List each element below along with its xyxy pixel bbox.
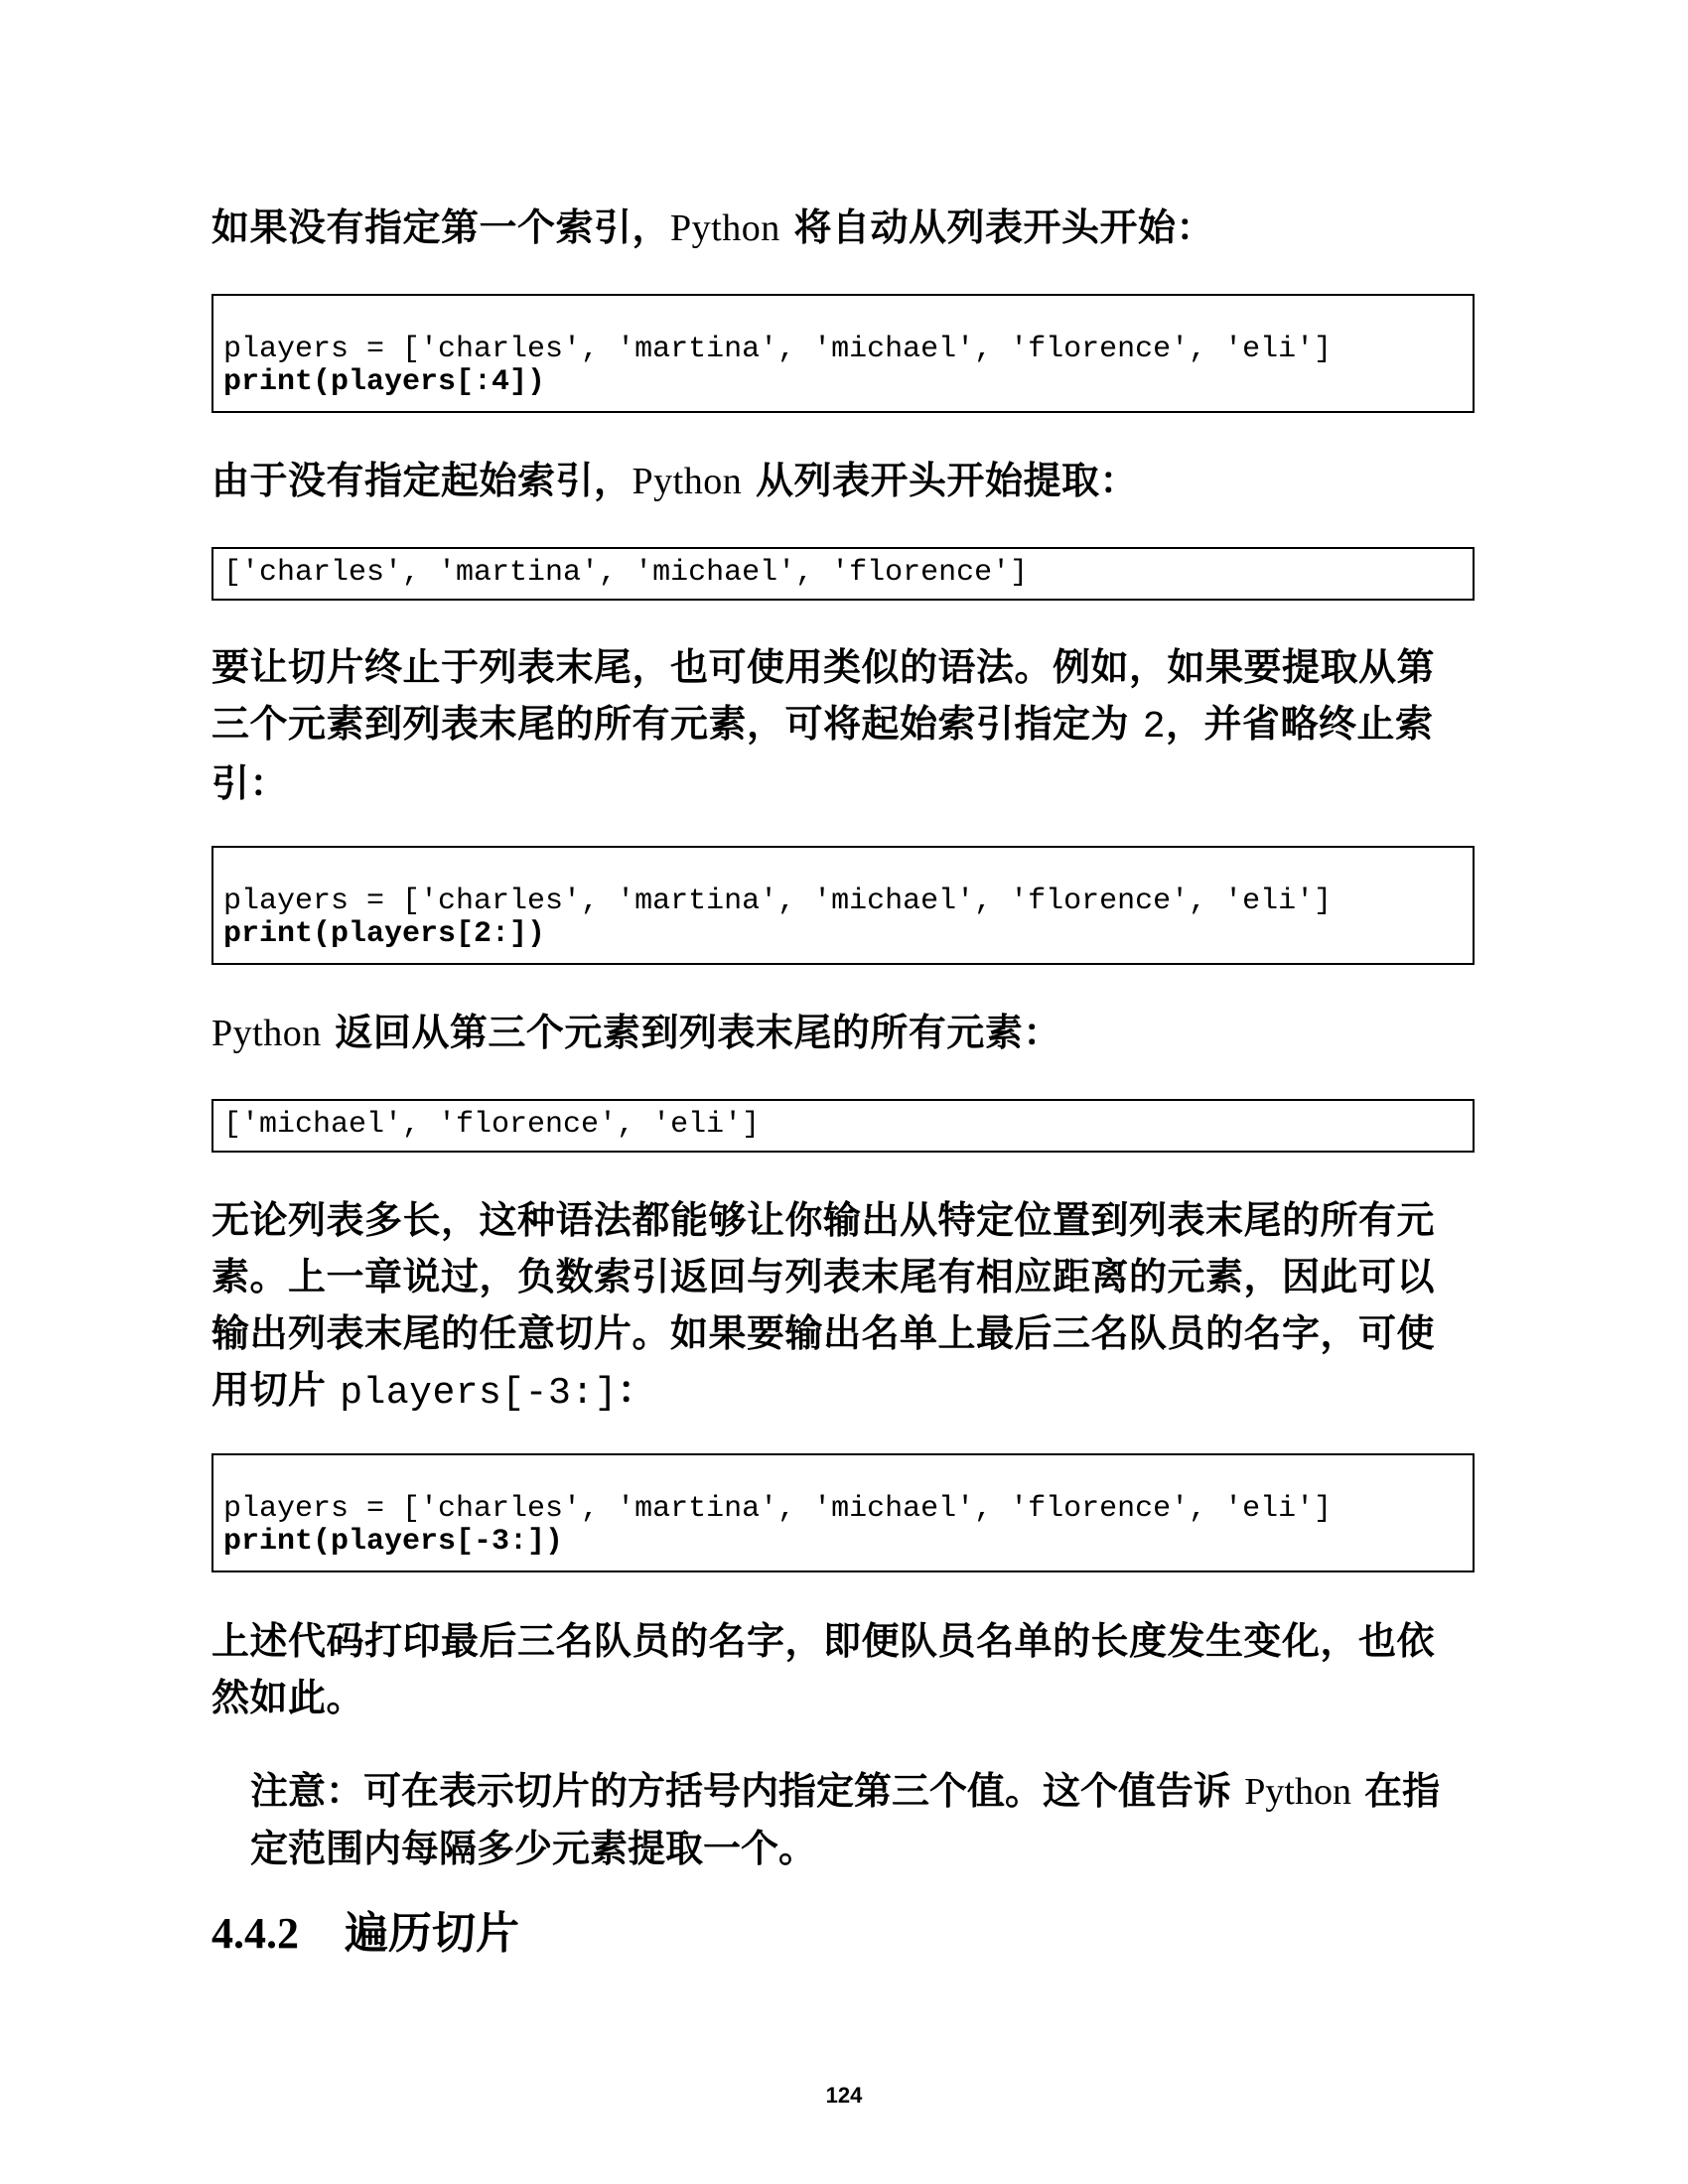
code-line: players = ['charles', 'martina', 'michael', 'florence', 'eli']	[223, 885, 1333, 918]
text-segment: 要让切片终止于列表末尾，也可使用类似的语法。例如，如果要提取从第三个元素到列表末尾的所有元素，可将起始索引指定为	[211, 645, 1436, 746]
text-segment: 无论列表多长，这种语法都能够让你输出从特定位置到列表末尾的所有元素。上一章说过，负数索引返回与列表末尾有相应距离的元素，因此可以输出列表末尾的任意切片。如果要输出名单上最后三名队员的名字，可使用切片	[211, 1198, 1436, 1412]
output-block-1	[211, 547, 1475, 601]
code-line: players = ['charles', 'martina', 'michael', 'florence', 'eli']	[223, 1492, 1333, 1526]
code-line: print(players[:4])	[223, 365, 546, 399]
text-segment: 由于没有指定起始索引，	[211, 459, 633, 502]
code-block-slice-start	[211, 294, 1475, 413]
paragraph-result-explain: 上述代码打印最后三名队员的名字，即便队员名单的长度发生变化，也依然如此。	[211, 1619, 1436, 1719]
text-segment: 将自动从列表开头开始：	[779, 205, 1214, 249]
code-block-negative-slice	[211, 1453, 1475, 1572]
page-number: 124	[825, 2083, 863, 2108]
note-label: 注意	[250, 1769, 327, 1813]
text-segment: 在指定范围内每隔多少元素提取一个。	[250, 1769, 1441, 1870]
text-python: Python	[211, 1013, 322, 1054]
output-line: ['michael', 'florence', 'eli']	[223, 1108, 761, 1142]
paragraph-negative-index	[211, 1192, 1473, 1422]
text-segment: ：可在表示切片的方括号内指定第三个值。这个值告诉	[326, 1769, 1245, 1813]
note-callout	[250, 1763, 1472, 1877]
inline-code: 2	[1142, 706, 1167, 749]
text-python: Python	[632, 461, 743, 502]
paragraph-output-explain-1	[211, 453, 1473, 510]
code-line: print(players[-3:])	[223, 1525, 564, 1559]
paragraph-slice-to-end	[211, 639, 1473, 812]
section-title: 遍历切片	[345, 1908, 519, 1959]
text-segment: 如果没有指定第一个索引，	[211, 205, 671, 249]
text-segment: 从列表开头开始提取：	[742, 459, 1138, 502]
inline-code: players[-3:]	[340, 1372, 618, 1415]
text-segment: 返回从第三个元素到列表末尾的所有元素：	[321, 1011, 1061, 1054]
section-heading	[211, 1904, 519, 1964]
text-segment: ，并省略终止索引：	[211, 702, 1434, 805]
paragraph-output-explain-2	[211, 1005, 1473, 1062]
code-line: print(players[2:])	[223, 917, 546, 951]
code-block-slice-to-end	[211, 846, 1475, 965]
section-number: 4.4.2	[211, 1909, 299, 1958]
text-python: Python	[1244, 1771, 1351, 1813]
output-line: ['charles', 'martina', 'michael', 'florence']	[223, 556, 1029, 590]
code-line: players = ['charles', 'martina', 'michael', 'florence', 'eli']	[223, 333, 1333, 366]
paragraph-slice-omit-start	[211, 200, 1473, 257]
text-segment: ：	[617, 1368, 656, 1412]
text-python: Python	[670, 207, 780, 249]
output-block-2	[211, 1099, 1475, 1153]
